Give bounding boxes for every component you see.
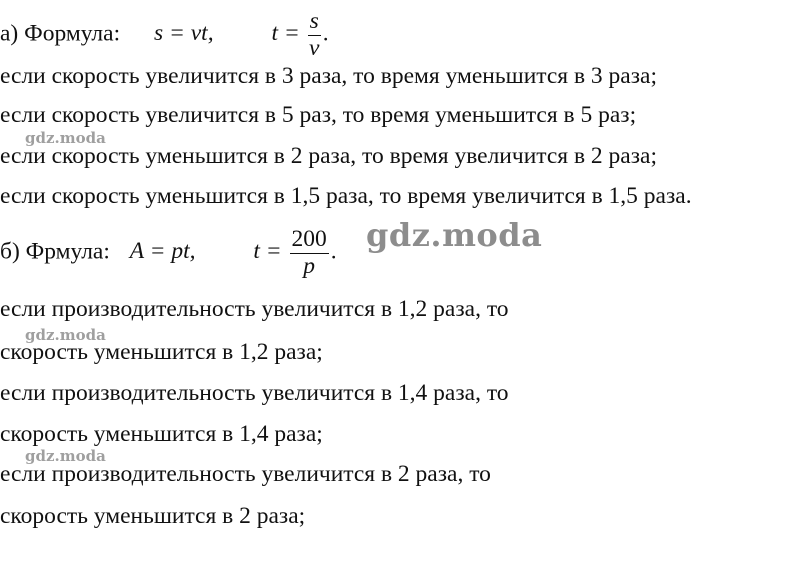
part-a-fraction-numerator: s xyxy=(309,8,319,34)
part-b-line-4: скорость уменьшится в 1,4 раза; xyxy=(0,421,323,447)
part-b-header xyxy=(0,228,337,278)
part-b-fraction xyxy=(290,228,329,278)
part-a-line-1: если скорость увеличится в 3 раза, то время уменьшится в 3 раза; xyxy=(0,63,657,89)
watermark-small-3: gdz.moda xyxy=(25,447,106,465)
part-b-formula-1: A = pt, xyxy=(129,238,196,265)
part-a-line-3: если скорость уменьшится в 2 раза, то время увеличится в 2 раза; xyxy=(0,143,657,169)
part-a-formula-1: s = vt, xyxy=(154,20,214,47)
part-b-line-3: если производительность увеличится в 1,4 раза, то xyxy=(0,380,509,406)
part-b-line-5: если производительность увеличится в 2 раза, то xyxy=(0,461,491,487)
part-b-line-1: если производительность увеличится в 1,2 раза, то xyxy=(0,296,509,322)
part-a-line-4: если скорость уменьшится в 1,5 раза, то время увеличится в 1,5 раза. xyxy=(0,183,692,209)
watermark-small-1: gdz.moda xyxy=(25,129,106,147)
watermark-large: gdz.moda xyxy=(366,216,543,254)
part-b-fraction-numerator: 200 xyxy=(291,226,327,252)
part-b-formula-tail: . xyxy=(330,238,337,265)
part-a-formula-tail: . xyxy=(322,20,329,47)
part-a-line-2: если скорость увеличится в 5 раз, то время уменьшится в 5 раз; xyxy=(0,102,637,128)
part-a-label: а) Формула: xyxy=(0,20,121,47)
part-b-label: б) Фрмула: xyxy=(0,238,110,265)
part-b-line-6: скорость уменьшится в 2 раза; xyxy=(0,503,306,529)
part-b-formula-2-lhs: t = xyxy=(253,238,282,265)
part-a-fraction xyxy=(308,10,321,60)
part-a-header xyxy=(0,10,329,60)
part-a-fraction-denominator: v xyxy=(308,34,320,61)
part-a-formula-2-lhs: t = xyxy=(271,20,300,47)
part-b-line-2: скорость уменьшится в 1,2 раза; xyxy=(0,339,323,365)
watermark-small-2: gdz.moda xyxy=(25,326,106,344)
part-b-fraction-denominator: p xyxy=(303,252,315,279)
